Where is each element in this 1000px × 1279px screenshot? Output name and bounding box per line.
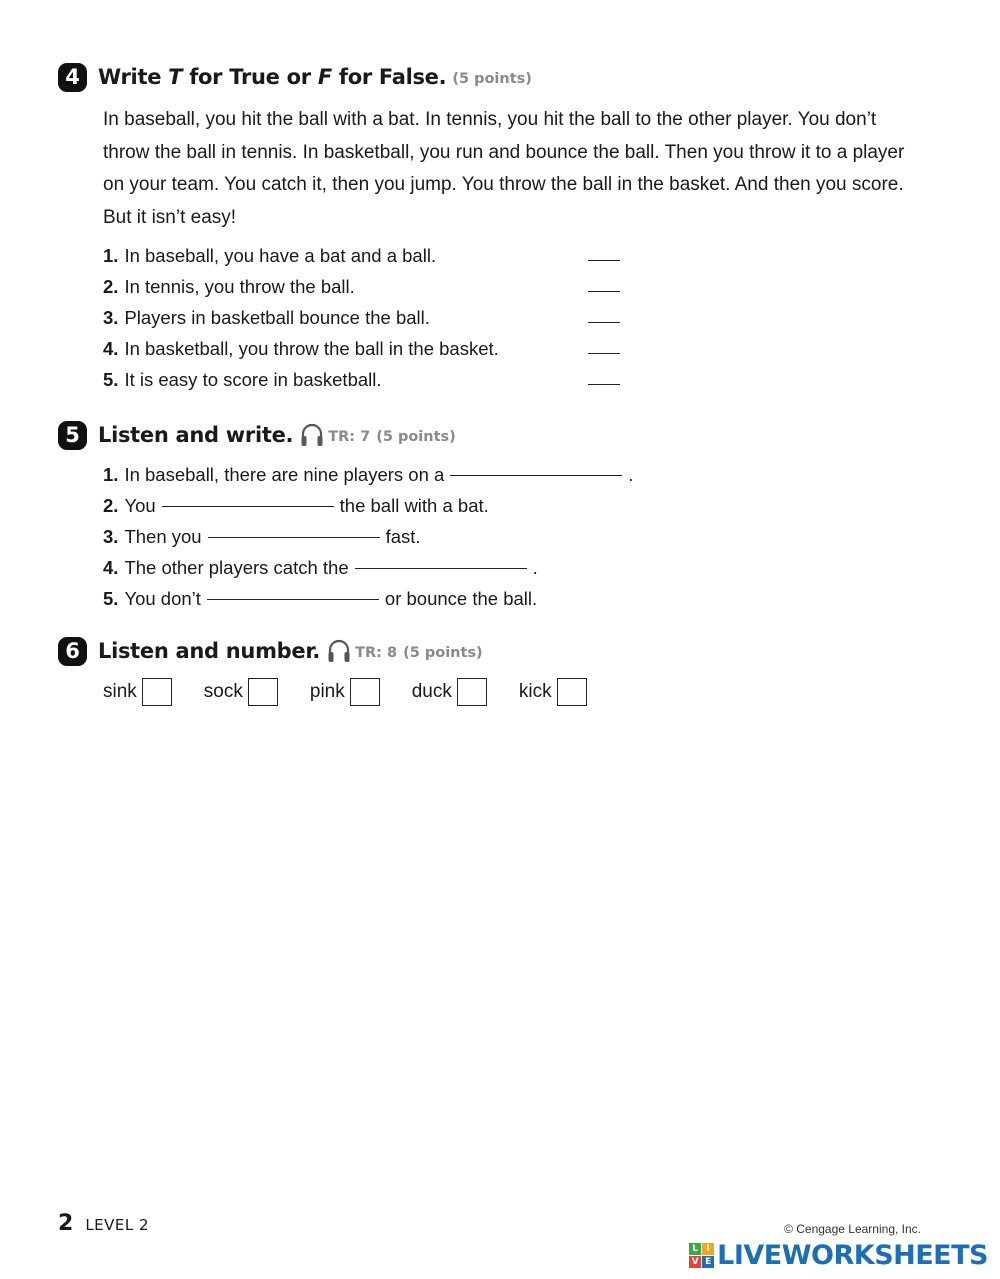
list-item bbox=[103, 302, 958, 333]
item-number: 2. bbox=[103, 276, 119, 297]
liveworksheets-brand bbox=[689, 1240, 988, 1271]
list-item bbox=[103, 552, 958, 583]
item-text-after: . bbox=[532, 557, 538, 578]
answer-blank[interactable] bbox=[588, 291, 620, 292]
headphone-icon bbox=[327, 638, 351, 664]
word-item-kick bbox=[519, 678, 587, 706]
answer-blank[interactable] bbox=[588, 260, 620, 261]
word-list bbox=[103, 678, 958, 706]
number-box[interactable] bbox=[457, 678, 487, 706]
item-number: 3. bbox=[103, 526, 119, 547]
item-number: 1. bbox=[103, 245, 119, 266]
number-box[interactable] bbox=[142, 678, 172, 706]
page-number: 2 bbox=[58, 1211, 74, 1236]
item-text-before: You don’t bbox=[124, 588, 201, 609]
title-part-t: T bbox=[168, 65, 183, 89]
word-label: duck bbox=[411, 681, 452, 702]
list-item bbox=[103, 364, 958, 395]
copyright-notice: © Cengage Learning, Inc. bbox=[784, 1222, 921, 1236]
page-footer bbox=[58, 1211, 149, 1236]
section-4-title bbox=[98, 65, 446, 89]
true-false-list bbox=[103, 240, 958, 395]
answer-blank[interactable] bbox=[588, 353, 620, 354]
answer-blank[interactable] bbox=[355, 568, 527, 569]
item-text-after: or bounce the ball. bbox=[384, 588, 538, 609]
headphone-icon bbox=[300, 422, 324, 448]
points-label: (5 points) bbox=[403, 645, 483, 661]
answer-blank[interactable] bbox=[208, 537, 380, 538]
item-number: 1. bbox=[103, 464, 119, 485]
item-text-after: fast. bbox=[385, 526, 421, 547]
section-4-header bbox=[58, 60, 958, 94]
section-number-badge: 5 bbox=[58, 421, 87, 450]
title-part: for True or bbox=[182, 65, 318, 89]
track-label: TR: 8 bbox=[355, 645, 398, 661]
points-label: (5 points) bbox=[376, 429, 456, 445]
item-number: 2. bbox=[103, 495, 119, 516]
section-4 bbox=[58, 60, 958, 395]
list-item bbox=[103, 271, 958, 302]
item-text-before: In baseball, there are nine players on a bbox=[124, 464, 445, 485]
logo-letter: E bbox=[702, 1256, 714, 1268]
list-item bbox=[103, 240, 958, 271]
list-item bbox=[103, 521, 958, 552]
liveworksheets-logo-icon bbox=[689, 1243, 714, 1268]
word-label: sock bbox=[203, 681, 243, 702]
number-box[interactable] bbox=[557, 678, 587, 706]
reading-passage: In baseball, you hit the ball with a bat. In tennis, you hit the ball to the other player. You don’t throw the ball in tennis. In basketball, you run and bounce the ball. Then you throw it to a player on your team. You catch it, then you jump. You throw the ball in the basket. And then you score. But it isn’t easy! bbox=[103, 109, 905, 228]
word-label: kick bbox=[518, 681, 552, 702]
list-item bbox=[103, 459, 958, 490]
points-label: (5 points) bbox=[452, 71, 532, 87]
level-label: LEVEL 2 bbox=[85, 1216, 150, 1234]
word-item-sock bbox=[204, 678, 278, 706]
item-number: 5. bbox=[103, 588, 119, 609]
logo-letter: L bbox=[689, 1243, 701, 1255]
section-6-header bbox=[58, 634, 958, 668]
section-5-header bbox=[58, 418, 958, 452]
number-box[interactable] bbox=[248, 678, 278, 706]
logo-letter: I bbox=[702, 1243, 714, 1255]
answer-blank[interactable] bbox=[450, 475, 622, 476]
item-text-before: Then you bbox=[124, 526, 202, 547]
item-number: 4. bbox=[103, 557, 119, 578]
item-text-after: . bbox=[628, 464, 634, 485]
answer-blank[interactable] bbox=[207, 599, 379, 600]
word-label: pink bbox=[309, 681, 345, 702]
item-text: In baseball, you have a bat and a ball. bbox=[124, 245, 437, 266]
brand-name: LIVEWORKSHEETS bbox=[717, 1240, 988, 1271]
item-text-after: the ball with a bat. bbox=[339, 495, 489, 516]
number-box[interactable] bbox=[350, 678, 380, 706]
list-item bbox=[103, 583, 958, 614]
section-6-title: Listen and number. bbox=[98, 639, 321, 663]
item-text: In tennis, you throw the ball. bbox=[124, 276, 355, 297]
title-part-f: F bbox=[317, 65, 332, 89]
track-label: TR: 7 bbox=[328, 429, 371, 445]
item-number: 5. bbox=[103, 369, 119, 390]
list-item bbox=[103, 490, 958, 521]
word-item-pink bbox=[310, 678, 380, 706]
list-item bbox=[103, 333, 958, 364]
word-label: sink bbox=[103, 681, 137, 702]
item-text: It is easy to score in basketball. bbox=[124, 369, 382, 390]
section-6 bbox=[58, 634, 958, 706]
word-item-duck bbox=[412, 678, 487, 706]
item-number: 4. bbox=[103, 338, 119, 359]
word-item-sink bbox=[103, 678, 172, 706]
section-5-title: Listen and write. bbox=[98, 423, 294, 447]
item-text-before: You bbox=[124, 495, 156, 516]
title-part: for False. bbox=[331, 65, 447, 89]
item-text: In basketball, you throw the ball in the basket. bbox=[124, 338, 499, 359]
section-number-badge: 6 bbox=[58, 637, 87, 666]
answer-blank[interactable] bbox=[162, 506, 334, 507]
logo-letter: V bbox=[689, 1256, 701, 1268]
answer-blank[interactable] bbox=[588, 322, 620, 323]
section-number-badge: 4 bbox=[58, 63, 87, 92]
fill-in-list bbox=[103, 459, 958, 614]
section-5 bbox=[58, 418, 958, 614]
item-number: 3. bbox=[103, 307, 119, 328]
item-text-before: The other players catch the bbox=[124, 557, 349, 578]
item-text: Players in basketball bounce the ball. bbox=[124, 307, 430, 328]
answer-blank[interactable] bbox=[588, 384, 620, 385]
title-part: Write bbox=[98, 65, 169, 89]
